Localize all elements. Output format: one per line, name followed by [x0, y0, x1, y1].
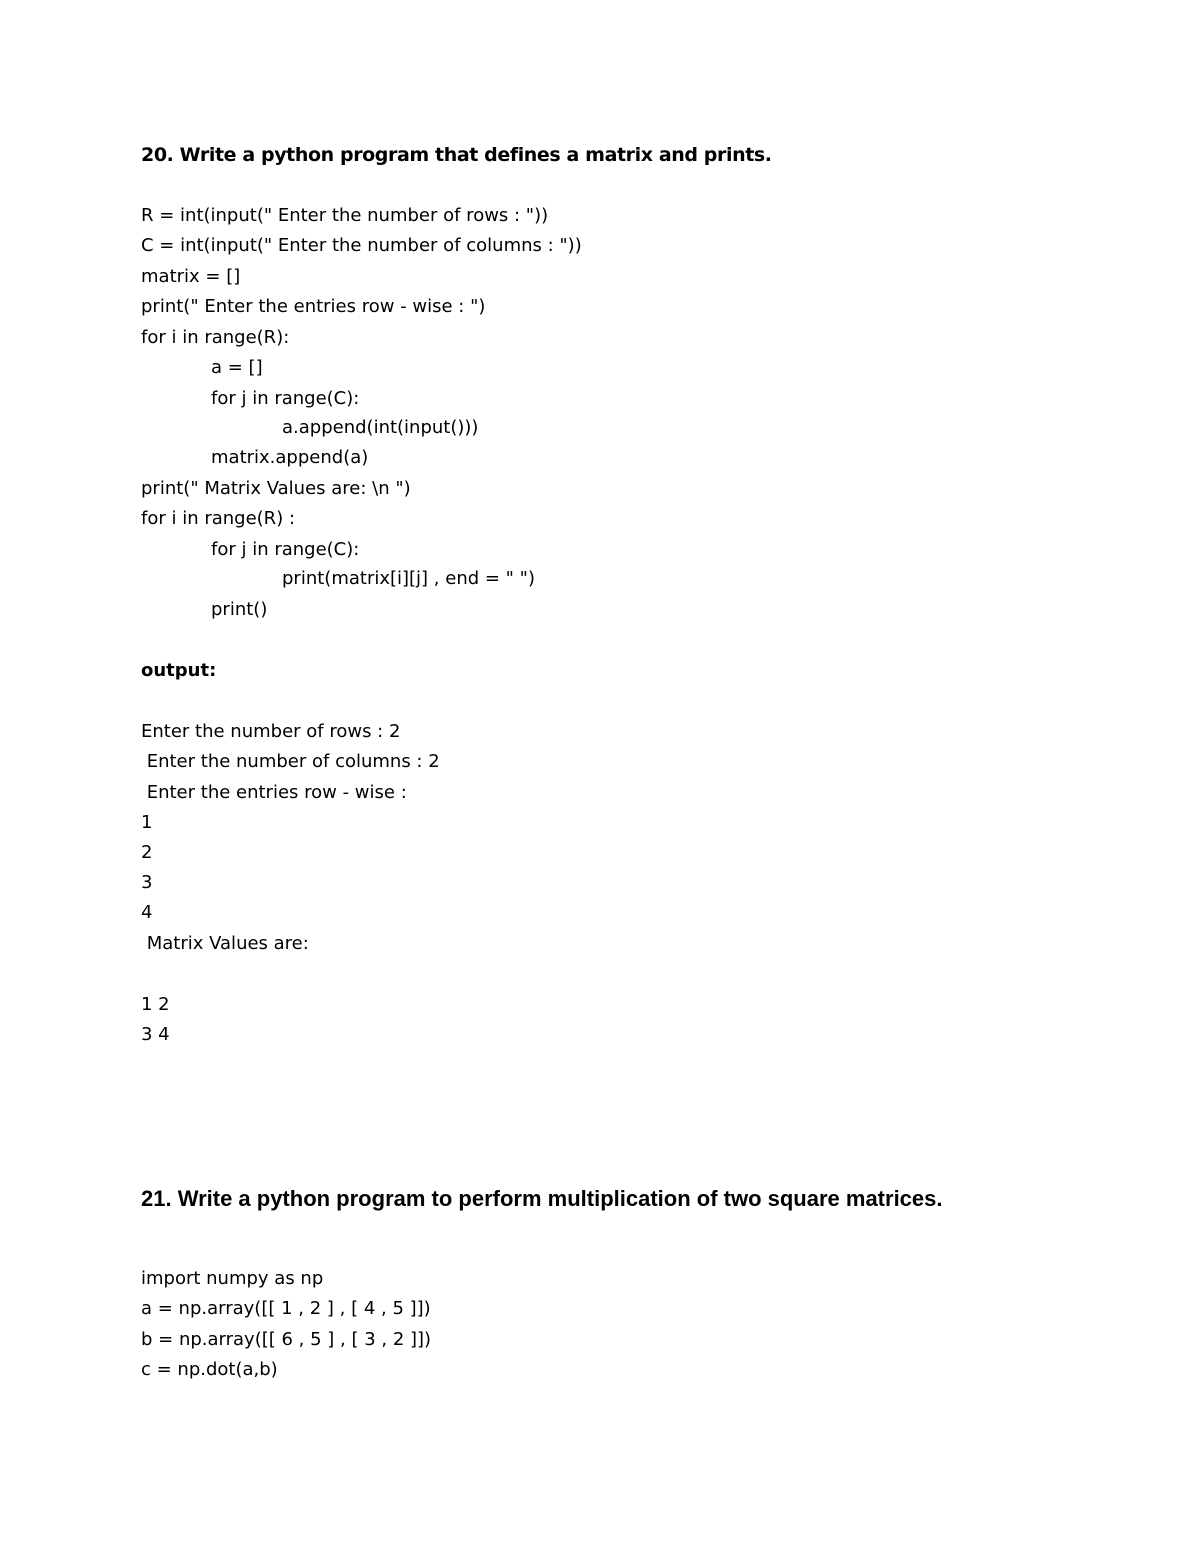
output-line: 1	[141, 812, 153, 833]
code-line: c = np.dot(a,b)	[141, 1359, 278, 1380]
output-line: 1 2	[141, 994, 170, 1015]
output-line: 2	[141, 842, 153, 863]
code-line: a.append(int(input()))	[282, 417, 479, 438]
code-line: print(" Enter the entries row - wise : ")	[141, 296, 486, 317]
output-label: output:	[141, 660, 217, 681]
code-line: import numpy as np	[141, 1268, 324, 1289]
code-line: matrix = []	[141, 266, 241, 287]
output-line: 4	[141, 902, 153, 923]
output-line: Matrix Values are:	[141, 933, 309, 954]
output-line: Enter the number of rows : 2	[141, 721, 401, 742]
code-line: print(" Matrix Values are: \n ")	[141, 478, 411, 499]
code-line: for i in range(R) :	[141, 508, 296, 529]
output-line: Enter the entries row - wise :	[141, 782, 407, 803]
code-line: for j in range(C):	[211, 388, 360, 409]
code-line: matrix.append(a)	[211, 447, 369, 468]
question-20-heading: 20. Write a python program that defines a matrix and prints.	[141, 144, 772, 166]
code-line: for i in range(R):	[141, 327, 290, 348]
code-line: b = np.array([[ 6 , 5 ] , [ 3 , 2 ]])	[141, 1329, 432, 1350]
output-line: Enter the number of columns : 2	[141, 751, 440, 772]
output-line: 3	[141, 872, 153, 893]
output-line: 3 4	[141, 1024, 170, 1045]
code-line: R = int(input(" Enter the number of rows : "))	[141, 205, 549, 226]
code-line: C = int(input(" Enter the number of columns : "))	[141, 235, 582, 256]
code-line: print()	[211, 599, 268, 620]
code-line: for j in range(C):	[211, 539, 360, 560]
code-line: a = []	[211, 357, 263, 378]
code-line: a = np.array([[ 1 , 2 ] , [ 4 , 5 ]])	[141, 1298, 431, 1319]
code-line: print(matrix[i][j] , end = " ")	[282, 568, 535, 589]
question-21-heading: 21. Write a python program to perform multiplication of two square matrices.	[141, 1186, 943, 1211]
